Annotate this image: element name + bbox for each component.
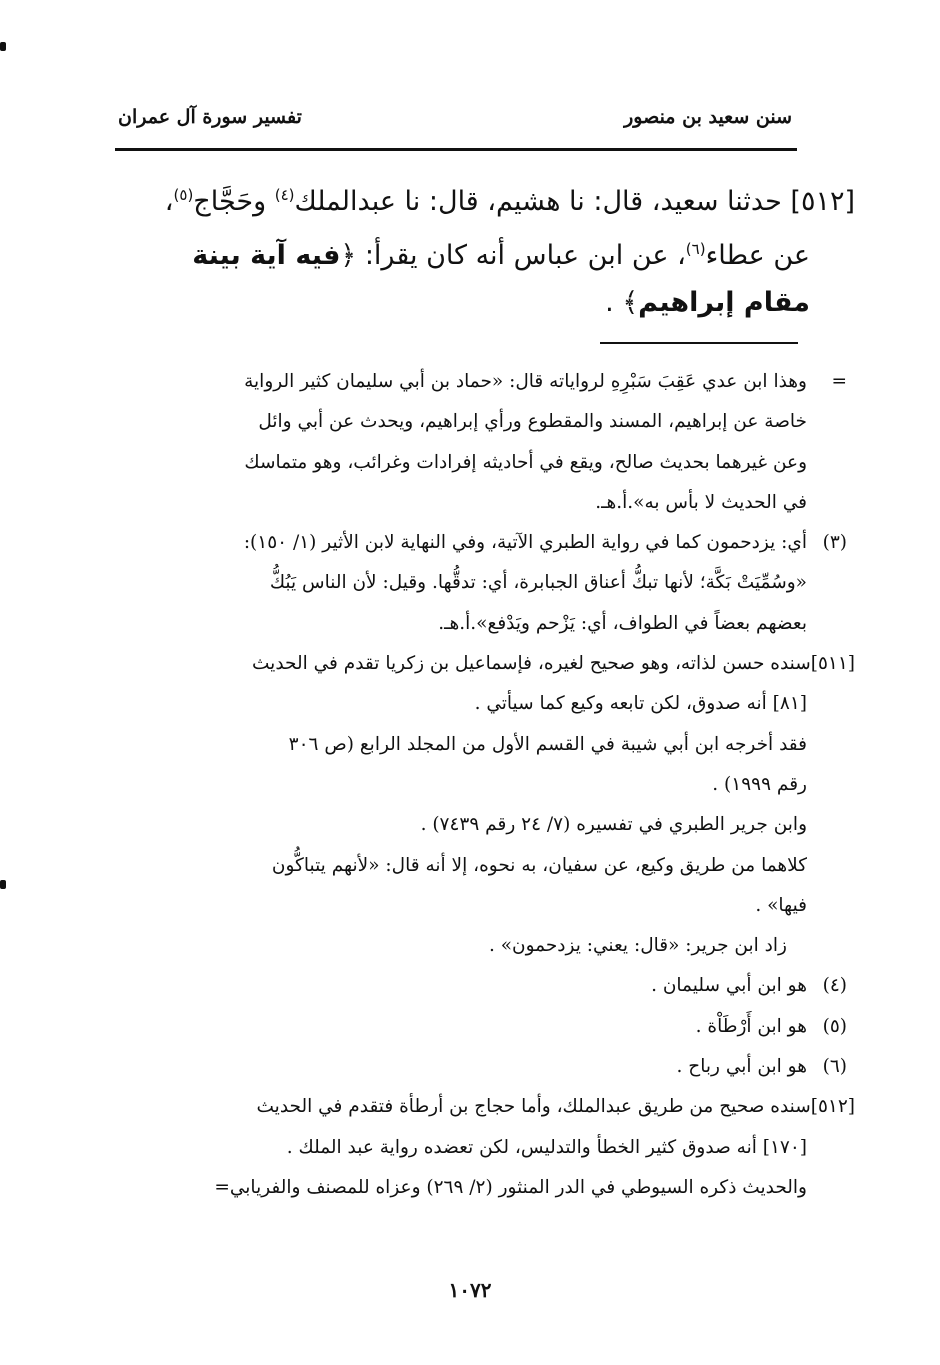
footnotes bbox=[107, 362, 855, 1208]
footnote-3-marker: (٣) bbox=[822, 532, 847, 554]
footnote-4-marker: (٤) bbox=[822, 975, 847, 997]
quran-verse-part-2: مقام إبراهيم bbox=[638, 287, 810, 318]
hadith-line-1: حدثنا سعيد، قال: نا هشيم، قال: نا عبدالملك bbox=[294, 186, 782, 217]
continuation-marker: = bbox=[831, 371, 847, 392]
footnote-512 bbox=[107, 1087, 855, 1208]
footnote-4 bbox=[107, 966, 847, 1006]
footnote-line: [١٧٠] أنه صدوق كثير الخطأ والتدليس، لكن تعضده رواية عبد الملك . bbox=[286, 1136, 807, 1158]
footnote-line: والحديث ذكره السيوطي في الدر المنثور (٢/ ٢٦٩) وعزاه للمصنف والفريابي= bbox=[214, 1176, 807, 1198]
hadith-comma: ، bbox=[164, 186, 174, 217]
footnote-6-marker: (٦) bbox=[822, 1056, 847, 1078]
footnote-ref-6[interactable]: (٦) bbox=[685, 240, 706, 258]
header-rule bbox=[115, 148, 797, 151]
footnote-line: فقد أخرجه ابن أبي شيبة في القسم الأول من المجلد الرابع (ص ٣٠٦ bbox=[288, 733, 807, 755]
footnote-continuation bbox=[107, 362, 847, 523]
header-book-title: سنن سعيد بن منصور bbox=[624, 106, 792, 128]
footnote-ref-5[interactable]: (٥) bbox=[173, 186, 194, 204]
footnote-512-marker: [٥١٢] bbox=[810, 1096, 855, 1118]
footnote-line: سنده صحيح من طريق عبدالملك، وأما حجاج بن أرطأة فتقدم في الحديث bbox=[256, 1096, 811, 1118]
quran-verse-end: ﴾ . bbox=[605, 287, 639, 318]
footnote-line: [٨١] أنه صدوق، لكن تابعه وكيع كما سيأتي . bbox=[474, 693, 807, 715]
scan-mark-top bbox=[0, 42, 6, 51]
hadith-line-2b: ، عن ابن عباس أنه كان يقرأ: ﴿ bbox=[340, 240, 686, 271]
quran-verse-part-1: فيه آية بينة bbox=[192, 240, 341, 271]
footnote-3 bbox=[107, 523, 847, 644]
footnote-ref-4[interactable]: (٤) bbox=[274, 186, 295, 204]
header-section-title: تفسير سورة آل عمران bbox=[118, 106, 302, 128]
footnote-line: رقم ١٩٩٩) . bbox=[712, 773, 807, 795]
footnote-line: سنده حسن لذاته، وهو صحيح لغيره، فإسماعيل بن زكريا تقدم في الحديث bbox=[252, 653, 811, 675]
page-number: ١٠٧٢ bbox=[448, 1278, 492, 1302]
footnote-line: وهذا ابن عدي عَقِبَ سَبْرِهِ لرواياته قال: «حماد بن أبي سليمان كثير الرواية bbox=[244, 371, 807, 392]
footnote-line: كلاهما من طريق وكيع، عن سفيان، به نحوه، إلا أنه قال: «لأنهم يتباكُّون bbox=[271, 854, 807, 876]
footnote-line: «وسُمِّيَتْ بَكَّة؛ لأنها تبكُّ أعناق الجبابرة، أي: تدقُّها. وقيل: لأن الناس يَبُكُّ bbox=[269, 572, 807, 594]
footnote-line: هو ابن أَرْطَاْة . bbox=[695, 1015, 807, 1037]
footnote-line: وابن جرير الطبري في تفسيره (٧/ ٢٤ رقم ٧٤٣٩) . bbox=[420, 814, 807, 836]
footnote-separator bbox=[600, 342, 798, 344]
footnote-5-marker: (٥) bbox=[822, 1015, 847, 1037]
footnote-line: بعضهم بعضاً في الطواف، أي: يَزْحم ويَدْفع».أ.هـ. bbox=[438, 612, 807, 634]
footnote-line: أي: يزدحمون كما في رواية الطبري الآتية، وفي النهاية لابن الأثير (١/ ١٥٠): bbox=[243, 532, 807, 554]
hadith-text bbox=[108, 168, 855, 330]
footnote-511-marker: [٥١١] bbox=[810, 653, 855, 675]
footnote-line: في الحديث لا بأس به».أ.هـ. bbox=[595, 491, 807, 513]
footnote-line: خاصة عن إبراهيم، المسند والمقطوع ورأي إبراهيم، ويحدث عن أبي وائل bbox=[258, 411, 807, 433]
footnote-line: هو ابن أبي رباح . bbox=[676, 1056, 807, 1078]
footnote-511 bbox=[107, 644, 855, 966]
hadith-line-1b: وحَجَّاج bbox=[193, 186, 275, 217]
footnote-line: هو ابن أبي سليمان . bbox=[651, 975, 807, 997]
scan-mark-middle bbox=[0, 880, 6, 889]
hadith-number: [٥١٢] bbox=[790, 186, 855, 217]
footnote-6 bbox=[107, 1047, 847, 1087]
footnote-line: فيها» . bbox=[755, 894, 807, 916]
footnote-5 bbox=[107, 1007, 847, 1047]
footnote-line: وعن غيرهما بحديث صالح، ويقع في أحاديثه إفرادات وغرائب، وهو متماسك bbox=[244, 451, 807, 473]
footnote-line: زاد ابن جرير: «قال: يعني: يزدحمون» . bbox=[488, 935, 787, 957]
hadith-line-2a: عن عطاء bbox=[705, 240, 810, 271]
